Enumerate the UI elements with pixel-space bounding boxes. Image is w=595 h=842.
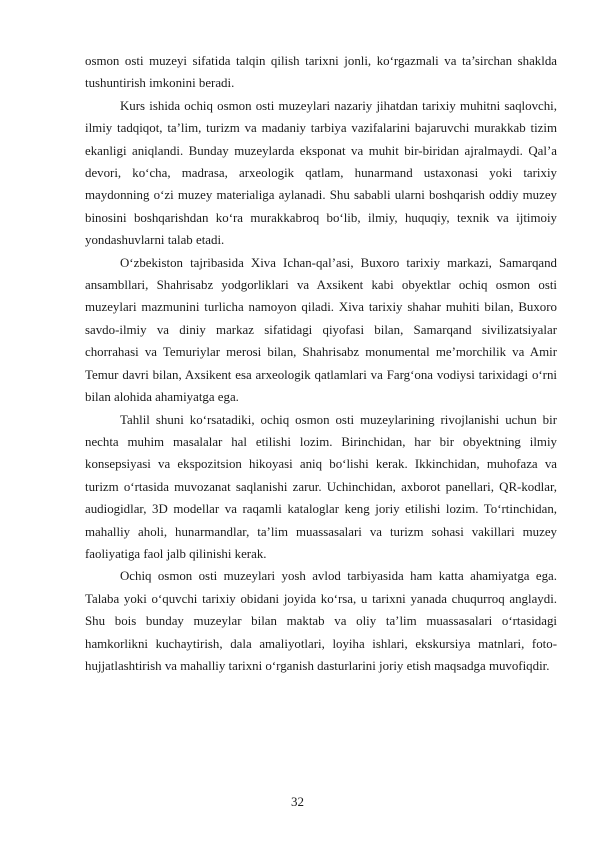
paragraph-theory: Kurs ishida ochiq osmon osti muzeylari nazariy jihatdan tarixiy muhitni saqlovchi, ilmiy tadqiqot, ta’lim, turizm va madaniy tarbiya vazifalarini bajaruvchi murakkab tizim ekanligi aniqlandi. Bunday muzeylarda eksponat va muhit bir-biridan ajralmaydi. Qal’a devori, ko‘cha, madrasa, arxeologik qatlam, hunarmand ustaxonasi yoki tarixiy maydonning o‘zi muzey materialiga aylanadi. Shu sababli ularni boshqarish oddiy muzey binosini boshqarishdan ko‘ra murakkabroq bo‘lib, ilmiy, huquqiy, texnik va ijtimoiy yondashuvlarni talab etadi.: [85, 98, 557, 248]
page-number: 32: [291, 794, 304, 809]
paragraph-analysis: Tahlil shuni ko‘rsatadiki, ochiq osmon osti muzeylarining rivojlanishi uchun bir nechta muhim masalalar hal etilishi lozim. Birinchidan, har bir obyektning ilmiy konsepsiyasi va ekspozitsion hikoyasi aniq bo‘lishi kerak. Ikkinchidan, muhofaza va turizm o‘rtasida muvozanat saqlanishi zarur. Uchinchidan, axborot panellari, QR-kodlar, audiogidlar, 3D modellar va raqamli kataloglar keng joriy etilishi lozim. To‘rtinchidan, mahalliy aholi, hunarmandlar, ta’lim muassasalari va turizm sohasi vakillari muzey faoliyatiga faol jalb qilinishi kerak.: [85, 412, 557, 561]
paragraph-uzbekistan-experience: O‘zbekiston tajribasida Xiva Ichan-qal’asi, Buxoro tarixiy markazi, Samarqand ansambllari, Shahrisabz yodgorliklari va Axsikent kabi obyektlar ochiq osmon osti muzeylari mazmunini turlicha namoyon qiladi. Xiva tarixiy shahar muhiti bilan, Buxoro savdo-ilmiy va diniy markaz sifatidagi qiyofasi bilan, Samarqand sivilizatsiyalar chorrahasi va Temuriylar merosi bilan, Shahrisabz monumental me’morchilik va Amir Temur davri bilan, Axsikent esa arxeologik qatlamlari va Farg‘ona vodiysi tarixidagi o‘rni bilan alohida ahamiyatga ega.: [85, 255, 557, 405]
paragraph-education: Ochiq osmon osti muzeylari yosh avlod tarbiyasida ham katta ahamiyatga ega. Talaba yoki o‘quvchi tarixiy obidani joyida ko‘rsa, u tarixni yanada chuqurroq anglaydi. Shu bois bunday muzeylar bilan maktab va oliy ta’lim muassasalari o‘rtasidagi hamkorlikni kuchaytirish, dala amaliyotlari, loyiha ishlari, ekskursiya matnlari, foto-hujjatlashtirish va mahalliy tarixni o‘rganish dasturlarini joriy etish maqsadga muvofiqdir.: [85, 569, 557, 673]
document-page: [85, 50, 557, 677]
paragraph-continuation: osmon osti muzeyi sifatida talqin qilish tarixni jonli, ko‘rgazmali va ta’sirchan shaklda tushuntirish imkonini beradi.: [85, 54, 557, 91]
